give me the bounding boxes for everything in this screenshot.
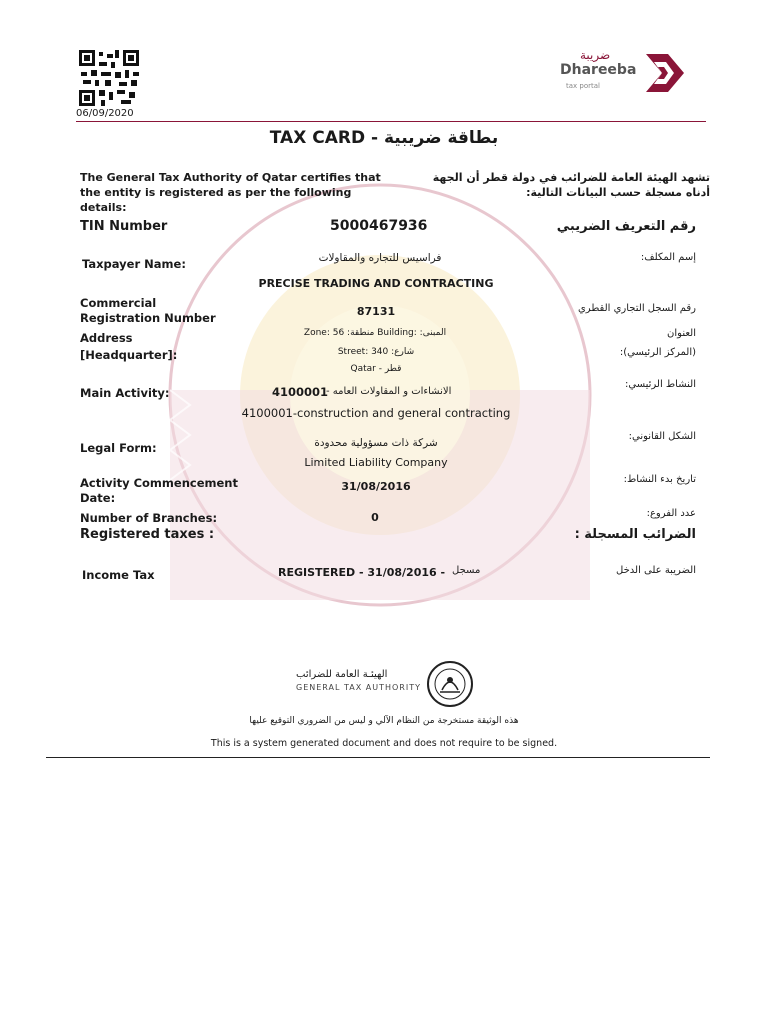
address-label: Address [80, 331, 133, 345]
issue-date: 06/09/2020 [76, 108, 134, 119]
footer-note-en: This is a system generated document and does not require to be signed. [210, 738, 558, 749]
address-line3: Qatar - قطر [350, 364, 402, 374]
commencement-label-line1: Activity Commencement [80, 476, 238, 490]
legal-form-label-ar: الشكل القانوني: [628, 431, 696, 442]
legal-form-en: Limited Liability Company [304, 456, 448, 469]
commencement-label-line2: Date: [80, 491, 116, 505]
branches-label-ar: عدد الفروع: [646, 508, 696, 519]
branches-value: 0 [371, 511, 379, 524]
logo-subtitle: tax portal [566, 82, 600, 90]
income-tax-status: REGISTERED - 31/08/2016 - [278, 566, 446, 579]
taxpayer-label: Taxpayer Name: [82, 257, 186, 271]
main-activity-label-ar: النشاط الرئيسي: [624, 379, 696, 390]
taxpayer-label-ar: إسم المكلف: [640, 252, 696, 263]
footer-divider [46, 757, 710, 758]
taxpayer-name-ar: فراسيس للتجاره والمقاولات [318, 252, 442, 264]
address-label-2: [Headquarter]: [80, 348, 178, 362]
legal-form-label: Legal Form: [80, 441, 157, 455]
registered-taxes-label-ar: الضرائب المسجلة : [574, 527, 696, 542]
main-activity-ar: الانشاءات و المقاولات العامه - [326, 386, 452, 397]
cr-label-line2: Registration Number [80, 311, 216, 325]
cr-value: 87131 [356, 305, 396, 318]
logo-arabic: ضريبة [580, 48, 611, 62]
cr-label-line1: Commercial [80, 296, 157, 310]
main-activity-en: 4100001-construction and general contracting [241, 406, 511, 420]
authority-name-ar: الهيئـة العامة للضرائب [296, 669, 388, 680]
tin-label: TIN Number [80, 219, 168, 234]
intro-english: The General Tax Authority of Qatar certifies that the entity is registered as per the following details: [80, 171, 381, 214]
branches-label: Number of Branches: [80, 511, 218, 525]
main-activity-code: 4100001 [272, 385, 329, 399]
footer-note-ar: هذه الوثيقة مستخرجة من النظام الآلي و ليس من الضروري التوقيع عليها [249, 716, 519, 726]
address-line1: Zone: 56 :منطقة Building: :المبنى [303, 328, 447, 338]
commencement-label-ar: تاريخ بدء النشاط: [623, 474, 696, 485]
legal-form-ar: شركة ذات مسؤولية محدودة [314, 437, 438, 449]
income-tax-label-ar: الضريبة على الدخل [616, 565, 696, 576]
tin-label-ar: رقم التعريف الضريبي [556, 219, 696, 234]
authority-name-en: GENERAL TAX AUTHORITY [296, 683, 421, 692]
tin-value: 5000467936 [330, 218, 428, 234]
commencement-value: 31/08/2016 [341, 480, 411, 493]
address-label-2-ar: (المركز الرئيسي): [619, 347, 696, 358]
document-title: TAX CARD - بطاقة ضريبية [269, 128, 499, 148]
address-line2: Street: 340 :شارع [337, 347, 415, 357]
state-of-qatar-seal-icon [426, 660, 474, 708]
income-tax-label: Income Tax [82, 568, 155, 582]
header-divider [76, 121, 706, 122]
logo-name: Dhareeba [560, 62, 637, 78]
income-tax-status-ar: مسجل [452, 565, 481, 576]
main-activity-label: Main Activity: [80, 386, 170, 400]
dhareeba-logo-icon [640, 50, 690, 96]
taxpayer-name-en: PRECISE TRADING AND CONTRACTING [258, 277, 494, 290]
address-label-ar: العنوان [667, 328, 696, 339]
cr-label-ar: رقم السجل التجاري القطري [577, 303, 696, 314]
qr-code [79, 50, 139, 106]
intro-arabic: تشهد الهيئة العامة للضرائب في دولة قطر أن الجهة أدناه مسجلة حسب البيانات التالية: [432, 171, 710, 199]
registered-taxes-label: Registered taxes : [80, 527, 215, 542]
